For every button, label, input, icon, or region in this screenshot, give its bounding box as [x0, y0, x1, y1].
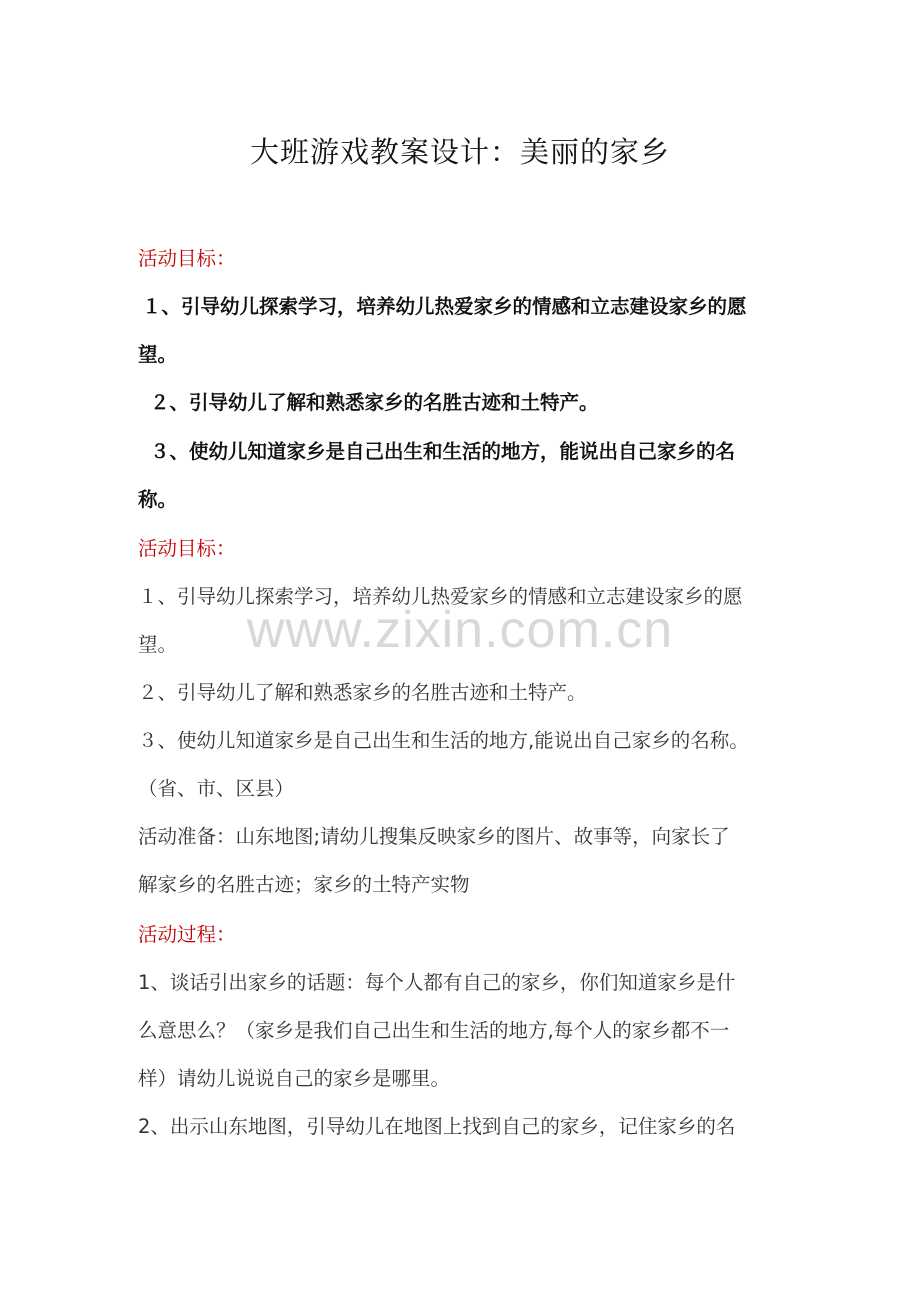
process-line: 么意思么？（家乡是我们自己出生和生活的地方,每个人的家乡都不一 — [138, 1019, 730, 1042]
section-heading-process: 活动过程： — [138, 923, 236, 946]
goal-line: 称。 — [138, 488, 178, 511]
preparation-line: 解家乡的名胜古迹；家乡的土特产实物 — [138, 873, 470, 896]
document-title: 大班游戏教案设计：美丽的家乡 — [249, 135, 670, 169]
section-heading-goals: 活动目标： — [138, 247, 236, 270]
goal-line: （省、市、区县） — [138, 777, 295, 800]
goal-line: ３、使幼儿知道家乡是自己出生和生活的地方,能说出自己家乡的名称。 — [138, 729, 749, 752]
goal-line: １、引导幼儿探索学习，培养幼儿热爱家乡的情感和立志建设家乡的愿 — [142, 295, 747, 318]
preparation-line: 活动准备：山东地图;请幼儿搜集反映家乡的图片、故事等，向家长了 — [138, 825, 730, 848]
goal-line: ２、引导幼儿了解和熟悉家乡的名胜古迹和土特产。 — [138, 681, 587, 704]
goal-line: 望。 — [138, 343, 178, 366]
goal-line: ２、引导幼儿了解和熟悉家乡的名胜古迹和土特产。 — [150, 391, 599, 414]
goal-line: ３、使幼儿知道家乡是自己出生和生活的地方，能说出自己家乡的名 — [150, 440, 736, 463]
section-heading-goals: 活动目标： — [138, 537, 236, 560]
goal-line: 望。 — [138, 633, 178, 656]
process-line: 样）请幼儿说说自己的家乡是哪里。 — [138, 1067, 451, 1090]
process-line: 1、谈话引出家乡的话题：每个人都有自己的家乡，你们知道家乡是什 — [138, 971, 736, 994]
goal-line: １、引导幼儿探索学习，培养幼儿热爱家乡的情感和立志建设家乡的愿 — [138, 585, 743, 608]
process-line: 2、出示山东地图，引导幼儿在地图上找到自己的家乡，记住家乡的名 — [138, 1115, 736, 1138]
watermark: www.zixin.com.cn — [246, 601, 674, 659]
